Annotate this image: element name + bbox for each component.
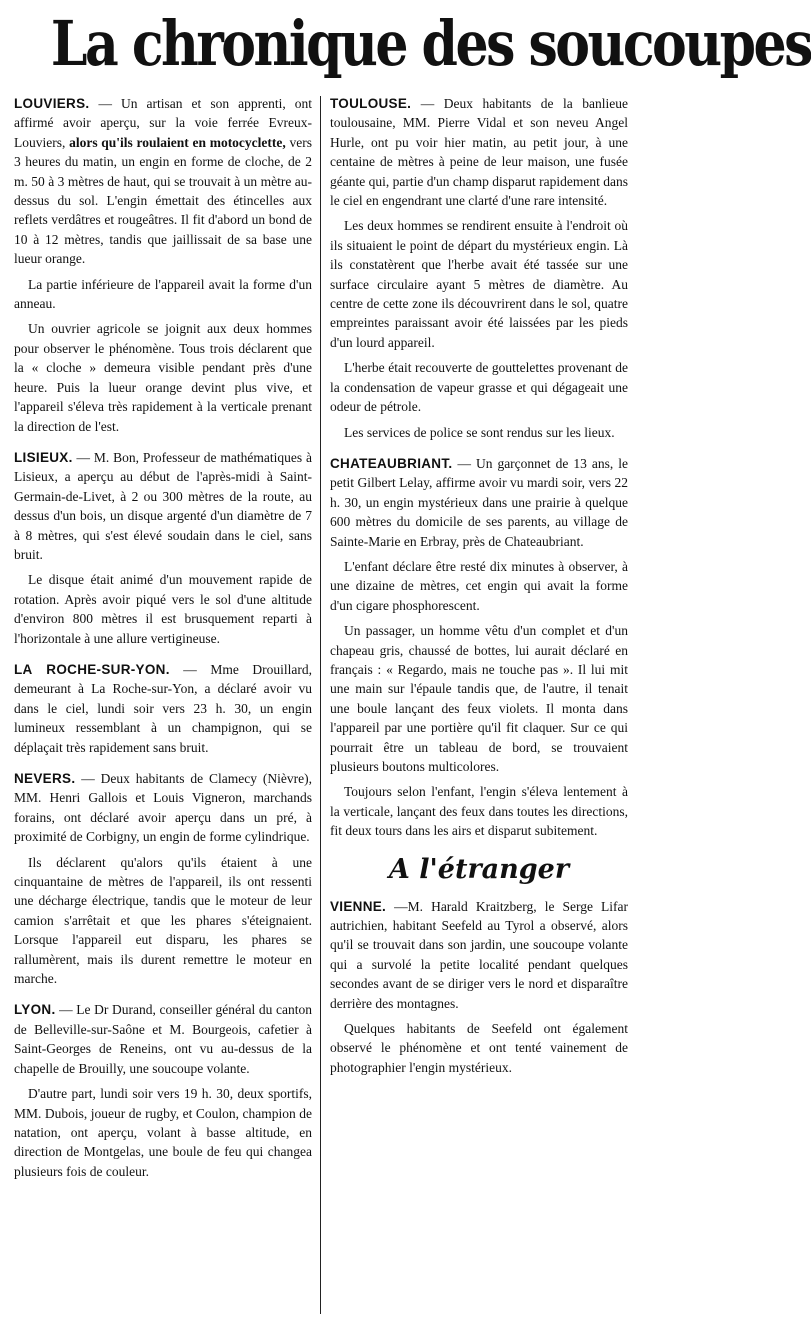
city-dateline: VIENNE. bbox=[330, 898, 387, 914]
article-text: —M. Harald Kraitzberg, le Serge Lifar autrichien, habitant Seefeld au Tyrol a observé, alors qu'il se trouvait dans son jardin, une soucoupe volante qui a survolé la petite localité pendant quelques secondes avant de se diriger vers le nord et disparaître derrière des montagnes. bbox=[330, 898, 628, 1011]
article-paragraph: Un ouvrier agricole se joignit aux deux hommes pour observer le phénomène. Tous trois déclarent que la « cloche » demeura visible pendant près d'une heure. Puis la lueur orange devint plus vive, et l'appareil s'éleva très rapidement à la verticale prenant la direction de l'est. bbox=[14, 321, 312, 434]
article-vienne bbox=[330, 897, 628, 1078]
bold-text: alors qu'ils roulaient en motocyclette, bbox=[69, 134, 286, 150]
article-nevers bbox=[14, 769, 312, 988]
city-dateline: TOULOUSE. bbox=[330, 96, 412, 111]
article-paragraph: Ils déclarent qu'alors qu'ils étaient à une cinquantaine de mètres de l'appareil, ils ont ressenti une décharge électrique, tandis que le moteur de leur camion s'arrêtait et que les phares s'éteignaient. Lorsque l'appareil eut disparu, les phares se rallumèrent, mais ils durent remettre le moteur en marche. bbox=[14, 854, 312, 987]
article-la-roche-sur-yon bbox=[14, 660, 312, 757]
article-text: — Mme Drouillard, demeurant à La Roche-sur-Yon, a déclaré avoir vu dans le ciel, lundi soir vers 23 h. 30, un engin lumineux ressemblant à un champignon, qui se déplaçait très rapidement sans bruit. bbox=[14, 661, 312, 755]
article-text: — Un artisan et son apprenti, ont affirmé avoir aperçu, sur la voie ferrée Evreux-Louviers, bbox=[14, 96, 312, 150]
city-dateline: LA ROCHE-SUR-YON. bbox=[14, 661, 170, 677]
article-paragraph: La partie inférieure de l'appareil avait la forme d'un anneau. bbox=[14, 276, 312, 312]
article-paragraph: Le disque était animé d'un mouvement rapide de rotation. Après avoir piqué vers le sol d'une altitude d'environ 800 mètres il est brusquement reparti à l'horizontale à une allure vertigineuse. bbox=[14, 572, 312, 646]
article-chateaubriant bbox=[330, 454, 628, 841]
article-paragraph bbox=[14, 94, 312, 269]
article-lisieux bbox=[14, 448, 312, 648]
city-dateline: LYON. bbox=[14, 1002, 56, 1018]
article-text: — Deux habitants de la banlieue toulousaine, MM. Pierre Vidal et son neveu Angel Hurle, ont pu voir hier matin, au petit jour, à une centaine de mètres à peine de leur maison, une fusée géante qui, partie d'un champ disparut rapidement dans le ciel en engendrant une clarté d'une rare intensité. bbox=[330, 96, 628, 209]
article-paragraph bbox=[14, 769, 312, 847]
article-paragraph: Les deux hommes se rendirent ensuite à l'endroit où ils situaient le point de départ du mystérieux engin. Là ils constatèrent que l'herbe avait été tassée sur une surface circulaire ayant 5 mètres de diamètre. Au centre de cette zone ils découvrirent dans le sol, quatre empreintes paraissant avoir été laissées par les pieds d'un lourd appareil. bbox=[330, 218, 628, 350]
article-text: — Un garçonnet de 13 ans, le petit Gilbert Lelay, affirme avoir vu mardi soir, vers 22 h. 30, un engin mystérieux dans une prairie à quelque 600 mètres du domicile de ses parents, au village de Sainte-Marie en Erbray, près de Chateaubriant. bbox=[330, 455, 628, 549]
article-paragraph bbox=[14, 448, 312, 564]
article-paragraph: Quelques habitants de Seefeld ont également observé le phénomène et ont tenté vainement de photographier l'engin mystérieux. bbox=[330, 1021, 628, 1075]
article-paragraph bbox=[330, 454, 628, 551]
section-heading-etranger: A l'étranger bbox=[388, 853, 570, 885]
article-paragraph: D'autre part, lundi soir vers 19 h. 30, deux sportifs, MM. Dubois, joueur de rugby, et Coulon, champion de natation, ont aperçu, volant à basse altitude, en direction de Montgelas, une boule de feu qui changea plusieurs fois de couleur. bbox=[14, 1086, 312, 1179]
article-text: — Le Dr Durand, conseiller général du canton de Belleville-sur-Saône et M. Bourgeois, cafetier à Saint-Georges de Reneins, ont vu au-dessus de la chapelle de Brouilly, une soucoupe volante. bbox=[14, 1002, 312, 1076]
article-paragraph bbox=[330, 897, 628, 1013]
article-lyon bbox=[14, 1000, 312, 1181]
article-text: vers 3 heures du matin, un engin en forme de cloche, de 2 m. 50 à 3 mètres de haut, qui se trouvait à un mètre au-dessus du sol. L'engin émettait des étincelles aux reflets verdâtres et rougeâtres. Il fit d'abord un bond de 10 à 12 mètres, tandis que jaillissait de sa base une lueur orange. bbox=[14, 134, 312, 267]
article-paragraph: L'herbe était recouverte de gouttelettes provenant de la condensation de vapeur grasse et qui dégageait une odeur de pétrole. bbox=[330, 360, 628, 415]
article-paragraph: Les services de police se sont rendus sur les lieux. bbox=[344, 424, 615, 440]
article-paragraph: L'enfant déclare être resté dix minutes à observer, à une dizaine de mètres, cet engin qui avait la forme d'un cigare phosphorescent. bbox=[330, 558, 628, 613]
city-dateline: CHATEAUBRIANT. bbox=[330, 455, 453, 471]
article-paragraph bbox=[330, 94, 628, 210]
article-louviers bbox=[14, 94, 312, 436]
city-dateline: NEVERS. bbox=[14, 771, 76, 786]
article-paragraph: Un passager, un homme vêtu d'un complet et d'un chapeau gris, chaussé de bottes, lui aurait déclaré en français : « Regardo, mais ne touche pas ». Il lui mit une main sur l'épaule tandis que, de l'autre, il tenait une boule lançant des feux violets. Il monta dans l'appareil par une portière qu'il fit claquer. Sur ce qui pourrait être un tableau de bord, se trouvaient plusieurs boutons multicolores. bbox=[330, 623, 628, 774]
article-paragraph bbox=[14, 660, 312, 757]
article-paragraph bbox=[14, 1000, 312, 1078]
right-column bbox=[330, 94, 628, 1083]
city-dateline: LISIEUX. bbox=[14, 449, 73, 465]
page-title: La chronique des soucoupes bbox=[50, 7, 811, 80]
city-dateline: LOUVIERS. bbox=[14, 96, 90, 111]
article-text: — M. Bon, Professeur de mathématiques à Lisieux, a aperçu au début de l'après-midi à Saint-Germain-de-Livet, à 2 ou 300 mètres de la route, au dessus d'un bois, un disque argenté d'un diamètre de 7 à 8 mètres, qui s'est élevé soudain dans le ciel, sans bruit. bbox=[14, 449, 312, 562]
left-column bbox=[14, 94, 312, 1187]
article-paragraph: Toujours selon l'enfant, l'engin s'éleva lentement à la verticale, lançant des feux dans toutes les directions, fit deux tours dans les airs et disparut subitement. bbox=[330, 784, 628, 839]
column-divider bbox=[320, 96, 321, 1314]
article-text: — Deux habitants de Clamecy (Nièvre), MM. Henri Gallois et Louis Vigneron, marchands forains, ont déclaré avoir aperçu dans un pré, à proximité de Corbigny, un engin de forme cylindrique. bbox=[14, 771, 312, 845]
article-toulouse bbox=[330, 94, 628, 442]
